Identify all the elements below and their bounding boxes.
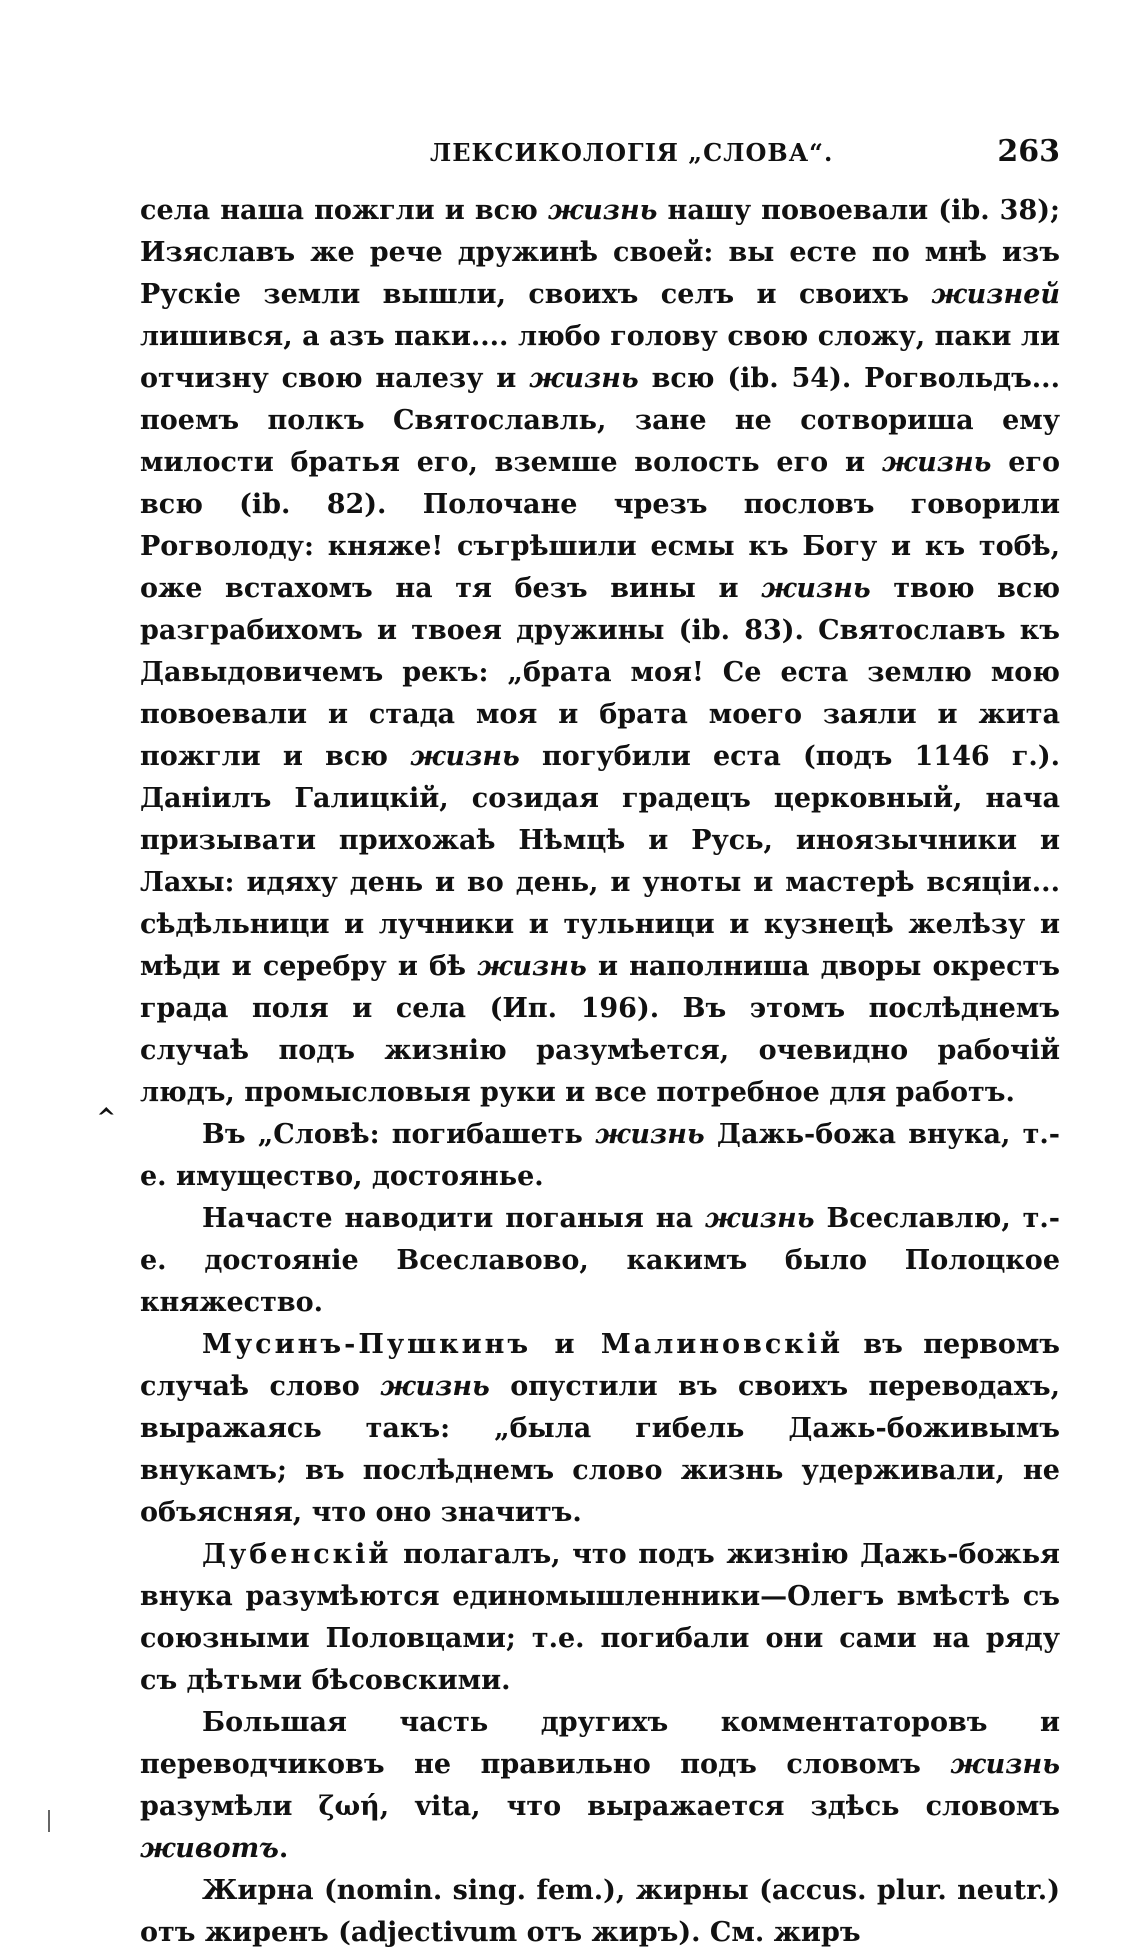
text-run: твою всю разграбихомъ и твоея дружины (ib. 83). Святославъ къ Давыдовичемъ рекъ: „брата моя! Се еста землю мою повоевали и стада моя и брата моего заяли и жита пожгли и всю <box>140 573 1061 772</box>
italic-word: жизнь <box>410 741 520 772</box>
spaced-name: Дубенскій <box>202 1539 392 1570</box>
italic-word: жизнь <box>529 363 639 394</box>
italic-word: жизнь <box>547 195 658 226</box>
text-run: Всеславлю, т.-е. достояніе Всеславово, какимъ было Полоцкое княжество. <box>140 1203 1060 1318</box>
italic-word: жизнь <box>595 1119 705 1150</box>
text-run: . <box>278 1833 289 1864</box>
text-run: Жирна (nomin. sing. fem.), жирны (accus. plur. neutr.) отъ жиренъ (adjectivum отъ жиръ). См. жиръ <box>140 1875 1060 1948</box>
dictionary-entry <box>140 1870 1060 1954</box>
text-run: Большая часть другихъ комментаторовъ и переводчиковъ не правильно подъ словомъ <box>140 1707 1060 1780</box>
italic-word: жизней <box>931 279 1060 310</box>
italic-word: жизнь <box>950 1749 1060 1780</box>
text-run: полагалъ, что подъ жизнію Дажь-божья внука разумѣются единомышленники—Олегъ вмѣстѣ съ союзными Половцами; т.е. погибали они сами на ряду съ дѣтьми бѣсовскими. <box>140 1539 1060 1696</box>
paragraph <box>140 1198 1060 1324</box>
italic-word: жизнь <box>704 1203 815 1234</box>
margin-insertion-mark: ‸ <box>96 1082 117 1115</box>
italic-word: жизнь <box>477 951 587 982</box>
italic-word: животъ <box>140 1833 279 1864</box>
text-run: села наша пожгли и всю <box>140 195 548 226</box>
text-run: всю (ib. 54). Рогвольдъ... поемъ полкъ Святославль, зане не сотвориша ему милости братья его, вземше волость его и <box>140 363 1060 478</box>
scan-artifact <box>48 1810 50 1832</box>
italic-word: жизнь <box>881 447 992 478</box>
italic-word: жизнь <box>380 1371 490 1402</box>
text-run: Дажь-божа внука, т.-е. имущество, достоянье. <box>140 1119 1060 1192</box>
paragraph <box>140 190 1060 1114</box>
paragraph <box>140 1702 1060 1870</box>
body-text <box>140 190 1060 1954</box>
spaced-name: Мусинъ-Пушкинъ и Малиновскій <box>202 1329 844 1360</box>
running-title: ЛЕКСИКОЛОГІЯ „СЛОВА“. <box>430 138 834 167</box>
page-header <box>140 134 1060 178</box>
page-number: 263 <box>997 134 1060 169</box>
text-run: и наполниша дворы окрестъ града поля и села (Ип. 196). Въ этомъ послѣднемъ случаѣ подъ жизнію разумѣется, очевидно рабочій людъ, промысловыя руки и все потребное для работъ. <box>140 951 1060 1108</box>
text-run: разумѣли ζωή, vita, что выражается здѣсь словомъ <box>140 1791 1060 1822</box>
text-run: его всю (ib. 82). Полочане чрезъ пословъ говорили Рогволоду: княже! съгрѣшили есмы къ Богу и къ тобѣ, оже встахомъ на тя безъ вины и <box>140 447 1060 604</box>
text-run: Начасте наводити поганыя на <box>202 1203 705 1234</box>
text-run: опустили въ своихъ переводахъ, выражаясь такъ: „была гибель Дажь-боживымъ внукамъ; въ послѣднемъ слово жизнь удерживали, не объясняя, что оно значитъ. <box>140 1371 1060 1528</box>
paragraph <box>140 1114 1060 1198</box>
italic-word: жизнь <box>761 573 871 604</box>
paragraph <box>140 1324 1060 1534</box>
text-run: нашу повоевали (ib. 38); Изяславъ же рече дружинѣ своей: вы есте по мнѣ изъ Рускіе земли вышли, своихъ селъ и своихъ <box>140 195 1060 310</box>
text-run: Въ „Словѣ: погибашеть <box>202 1119 596 1150</box>
text-run: лишився, а азъ паки.... любо голову свою сложу, паки ли отчизну свою налезу и <box>140 321 1060 394</box>
paragraph <box>140 1534 1060 1702</box>
text-run: погубили еста (подъ 1146 г.). Даніилъ Галицкій, созидая градецъ церковный, нача призывати прихожаѣ Нѣмцѣ и Русь, иноязычники и Лахы: идяху день и во день, и уноты и мастерѣ всяціи... сѣдѣльници и лучники и тульници и кузнецѣ желѣзу и мѣди и серебру и бѣ <box>140 741 1060 982</box>
text-run: въ первомъ случаѣ слово <box>140 1329 1061 1402</box>
